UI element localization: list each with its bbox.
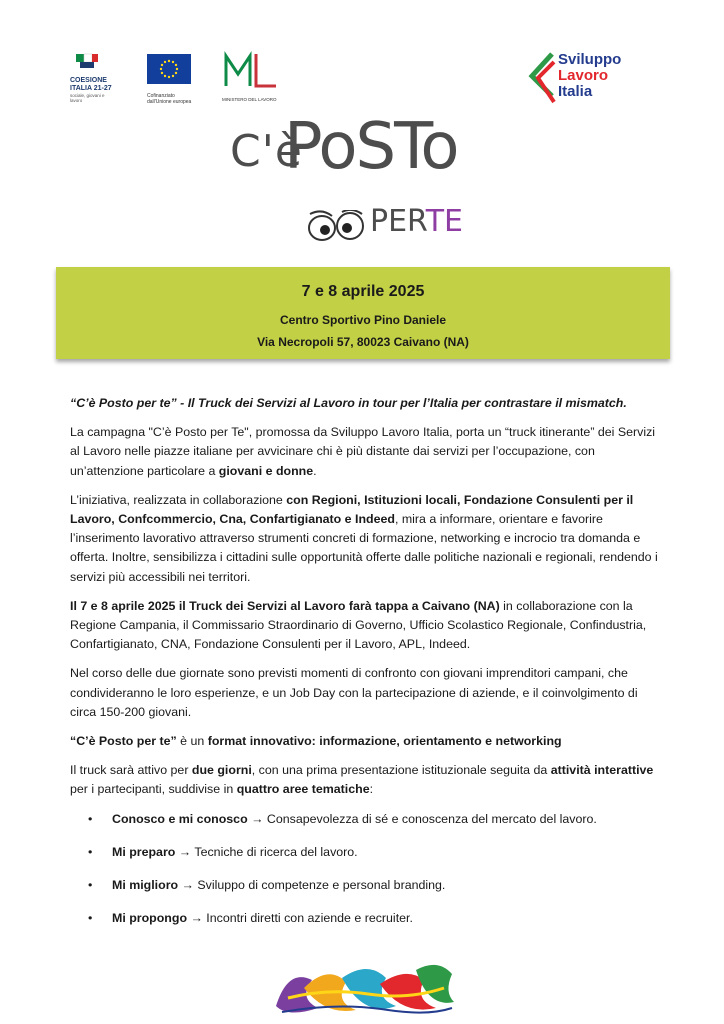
list-item	[70, 810, 660, 829]
campaign-logo-per: PER	[370, 204, 426, 239]
area-name: Mi preparo	[112, 844, 176, 859]
campaign-logo-per-te	[370, 204, 463, 239]
area-desc: → Sviluppo di competenze e personal branding.	[178, 878, 446, 893]
ministero-caption: MINISTERO DEL LAVORO	[222, 97, 277, 102]
area-desc: → Consapevolezza di sé e conoscenza del mercato del lavoro.	[247, 811, 597, 826]
p2-end: , mira a informare, orientare e favorire l’inserimento lavorativo attraverso strumenti concreti di formazione, networking e incrocio tra domanda e offerta. Inoltre, sensibilizza i cittadini sulle opportunità offerte dalle politiche nazionali e regionali, rendendo i servizi più accessibili nei territori.	[70, 512, 658, 584]
area-name: Conosco e mi conosco	[112, 811, 248, 826]
article-headline: “C’è Posto per te” - Il Truck dei Servizi al Lavoro in tour per l’Italia per contrastare il mismatch.	[70, 396, 627, 410]
coesione-line3: sociale, giovani e lavoro	[70, 93, 105, 103]
event-address: Via Necropoli 57, 80023 Caivano (NA)	[257, 335, 469, 349]
eu-line2: dall'Unione europea	[147, 99, 192, 105]
sli-swoosh-icon	[526, 52, 556, 104]
p6-e: per i partecipanti, suddivise in	[70, 782, 237, 797]
list-item	[70, 876, 660, 895]
logo-bar	[0, 48, 724, 108]
event-info-banner	[56, 267, 670, 359]
p1-text: La campagna "C’è Posto per Te", promossa da Sviluppo Lavoro Italia, porta un “truck itinerante” dei Servizi al Lavoro nelle piazze italiane per avvicinare chi è più distante dai servizi per l’occupazione, con un’attenzione particolare a	[70, 425, 656, 478]
campaign-logo-te: TE	[425, 204, 463, 239]
p5-bold2: format innovativo: informazione, orientamento e networking	[207, 734, 562, 749]
ministero-ml-icon	[222, 50, 280, 90]
area-desc: → Incontri diretti con aziende e recruiter.	[187, 911, 413, 926]
ministero-lavoro-logo	[222, 50, 292, 102]
area-desc: → Tecniche di ricerca del lavoro.	[175, 844, 358, 859]
article-body	[70, 394, 660, 942]
campaign-logo	[220, 108, 510, 250]
p5-text: è un	[176, 734, 208, 749]
p1-end: .	[313, 463, 317, 478]
paragraph-days: Nel corso delle due giornate sono previsti momenti di confronto con giovani imprenditori campani, che condivideranno le loro esperienze, e un Job Day con la partecipazione di aziende, e il coinvolgimento di circa 150-200 giovani.	[70, 666, 638, 719]
sli-line1: Sviluppo	[558, 51, 622, 68]
paragraph-truck	[70, 761, 660, 799]
eu-line1: Cofinanziato	[147, 93, 175, 99]
thematic-areas-list	[70, 810, 660, 929]
eu-cofunded-logo	[147, 54, 209, 105]
p6-d: attività interattive	[550, 763, 654, 778]
paragraph-format	[70, 732, 660, 751]
coesione-italia-logo	[70, 52, 116, 103]
list-item	[70, 843, 660, 862]
p6-c: , con una prima presentazione istituzionale seguita da	[251, 763, 551, 778]
campaign-logo-posto: PoSTo	[284, 110, 458, 184]
coesione-line1: COESIONE	[70, 77, 107, 84]
p3-text: in collaborazione con la Regione Campania, il Commissario Straordinario di Governo, Ufficio Scolastico Regionale, Confindustria, Confartigianato, CNA, Fondazione Consulenti per il Lavoro, APL, Indeed.	[70, 598, 647, 652]
sli-line2: Lavoro	[558, 67, 609, 84]
sli-line3: Italia	[558, 83, 593, 100]
p2-bold: con Regioni, Istituzioni locali, Fondazione Consulenti per il Lavoro, Confcommercio, Cna, Confartigianato e Indeed	[70, 492, 634, 527]
p6-a: Il truck sarà attivo per	[70, 763, 192, 778]
event-venue: Centro Sportivo Pino Daniele	[279, 313, 447, 327]
area-name: Mi miglioro	[112, 878, 179, 893]
sviluppo-lavoro-italia-logo	[526, 48, 646, 108]
campaign-logo-c: C'è	[230, 126, 303, 177]
p6-b: due giorni	[191, 763, 252, 778]
p6-f: quattro aree tematiche	[236, 782, 370, 797]
area-name: Mi propongo	[112, 911, 188, 926]
paragraph-initiative	[70, 491, 660, 587]
list-item	[70, 909, 660, 928]
decorative-lettering-icon	[268, 958, 458, 1020]
eu-flag-icon	[147, 54, 191, 84]
p2-text: L’iniziativa, realizzata in collaborazione	[70, 492, 287, 507]
p5-bold1: “C’è Posto per te”	[70, 734, 177, 749]
googly-eyes-icon	[306, 210, 366, 244]
event-date: 7 e 8 aprile 2025	[301, 283, 425, 300]
paragraph-campaign	[70, 423, 660, 481]
p3-bold: Il 7 e 8 aprile 2025 il Truck dei Servizi al Lavoro farà tappa a Caivano (NA)	[70, 598, 500, 613]
p1-bold: giovani e donne	[218, 463, 314, 478]
coesione-line2: ITALIA 21-27	[70, 85, 112, 92]
coesione-mark-icon	[70, 52, 104, 70]
p6-g: :	[369, 782, 374, 797]
paragraph-caivano	[70, 597, 660, 655]
